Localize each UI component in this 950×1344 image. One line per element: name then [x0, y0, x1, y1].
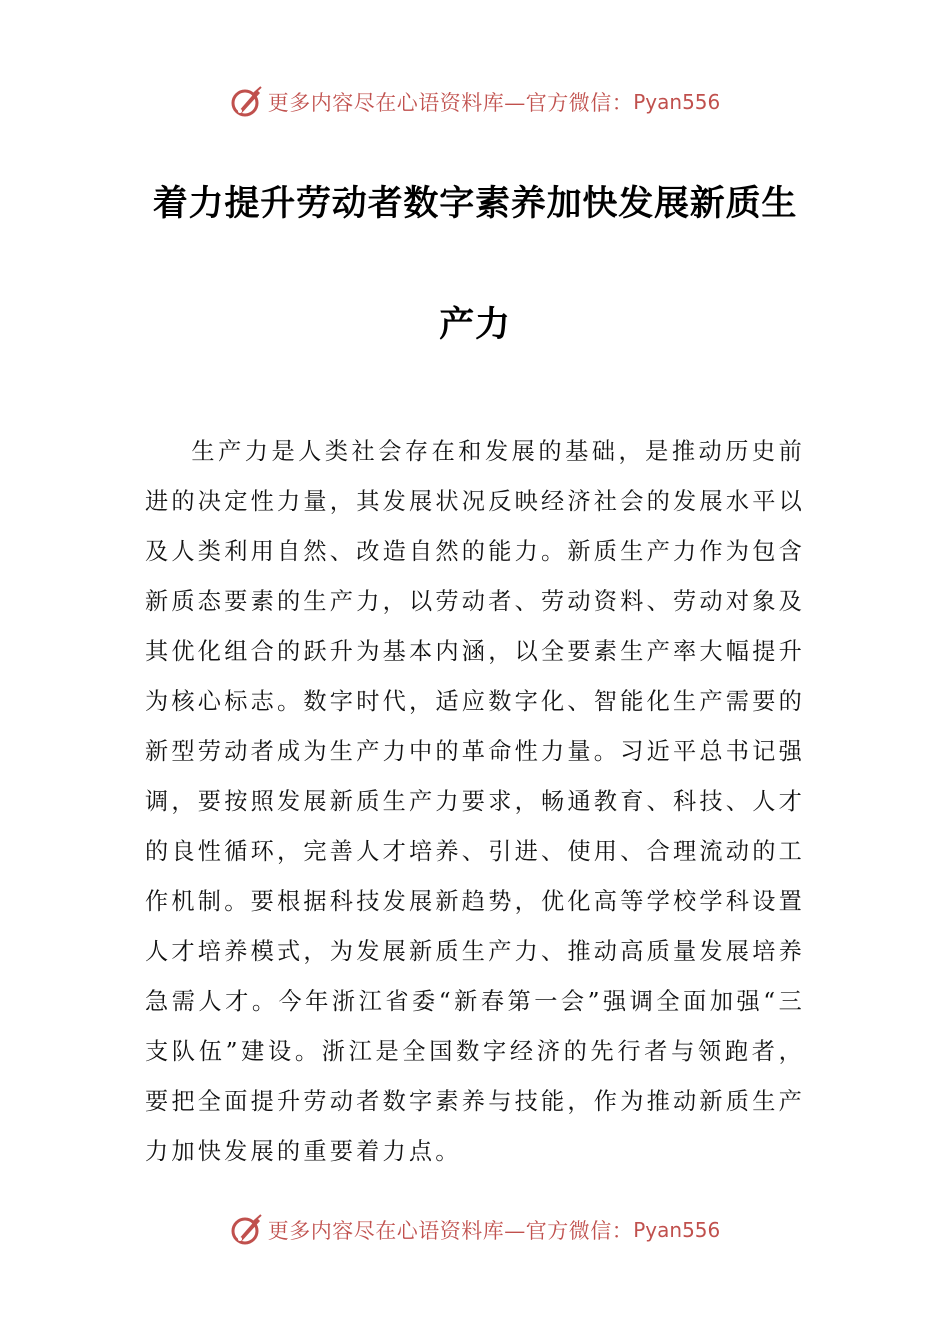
footer-watermark	[0, 1210, 950, 1250]
header-watermark-text: 更多内容尽在心语资料库—官方微信：	[267, 91, 634, 115]
quill-pen-logo-icon	[230, 85, 264, 119]
header-watermark	[0, 82, 950, 122]
body-paragraph: 生产力是人类社会存在和发展的基础，是推动历史前进的决定性力量，其发展状况反映经济社会的发展水平以及人类利用自然、改造自然的能力。新质生产力作为包含新质态要素的生产力，以劳动者、劳动资料、劳动对象及其优化组合的跃升为基本内涵，以全要素生产率大幅提升为核心标志。数字时代，适应数字化、智能化生产需要的新型劳动者成为生产力中的革命性力量。习近平总书记强调，要按照发展新质生产力要求，畅通教育、科技、人才的良性循环，完善人才培养、引进、使用、合理流动的工作机制。要根据科技发展新趋势，优化高等学校学科设置人才培养模式，为发展新质生产力、推动高质量发展培养急需人才。今年浙江省委“新春第一会”强调全面加强“三支队伍”建设。浙江是全国数字经济的先行者与领跑者，要把全面提升劳动者数字素养与技能，作为推动新质生产力加快发展的重要着力点。	[145, 438, 805, 1165]
quill-pen-logo-icon	[230, 1213, 264, 1247]
header-watermark-contact: Pyan556	[633, 90, 721, 114]
footer-watermark-text: 更多内容尽在心语资料库—官方微信：	[267, 1219, 634, 1243]
document-title-line-1: 着力提升劳动者数字素养加快发展新质生	[152, 184, 798, 224]
footer-watermark-contact: Pyan556	[633, 1218, 721, 1242]
document-title-line-2: 产力	[439, 305, 511, 345]
